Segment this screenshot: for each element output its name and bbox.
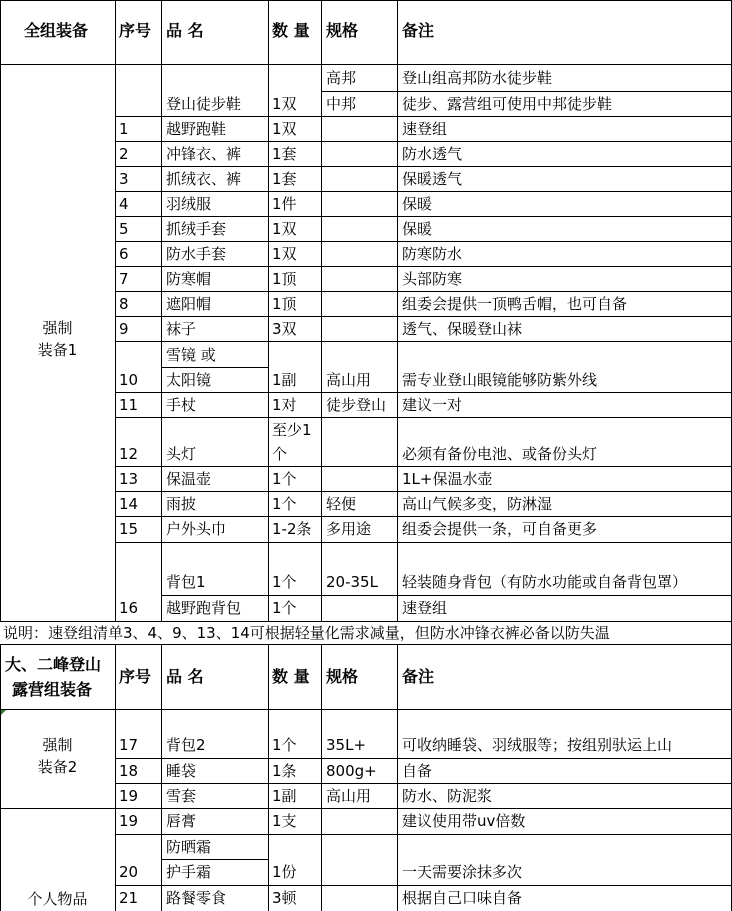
header-group: 全组装备: [24, 21, 89, 40]
boots-spec-high: 高邦: [326, 69, 357, 87]
row-note: 自备: [402, 762, 433, 780]
row-no: 21: [119, 889, 139, 907]
row-name-b: 护手霜: [166, 863, 212, 881]
row-spec: 多用途: [326, 520, 372, 538]
row-name: 羽绒服: [166, 195, 212, 213]
row-no: 3: [119, 170, 129, 188]
row-qty: 1个: [272, 573, 297, 591]
row-qty: 1双: [272, 120, 297, 138]
row-qty-b: 个: [272, 445, 288, 463]
row-note: 1L+保温水壶: [402, 470, 493, 488]
row-note: 可收纳睡袋、羽绒服等；按组别驮运上山: [402, 736, 673, 754]
header-group-line-1: 大、二峰登山: [5, 655, 102, 674]
row-qty: 3顿: [272, 889, 297, 907]
row-no: 13: [119, 470, 139, 488]
boots-name: 登山徒步鞋: [166, 95, 242, 113]
row-spec: 轻便: [326, 495, 357, 513]
row-qty: 1双: [272, 220, 297, 238]
row-qty: 1对: [272, 396, 297, 414]
boots-qty: 1双: [272, 95, 297, 113]
row-note: 高山气候多变，防淋湿: [402, 495, 553, 513]
row-qty: 1个: [272, 736, 297, 754]
row-qty: 1支: [272, 812, 297, 830]
row-name: 手杖: [166, 396, 197, 414]
header-note: 备注: [402, 21, 435, 40]
row-note: 透气、保暖登山袜: [402, 320, 523, 338]
row-note: 头部防寒: [402, 270, 463, 288]
row-qty: 3双: [272, 320, 297, 338]
row-no: 14: [119, 495, 139, 513]
row-note: 一天需要涂抹多次: [402, 863, 523, 881]
row-no: 15: [119, 520, 139, 538]
row-qty: 1件: [272, 195, 297, 213]
row-no: 9: [119, 320, 129, 338]
row-note: 组委会提供一顶鸭舌帽，也可自备: [402, 295, 628, 313]
row-no: 18: [119, 762, 139, 780]
note-line: 说明：速登组清单3、4、9、13、14可根据轻量化需求减量，但防水冲锋衣裤必备以防失温: [3, 624, 610, 642]
row-name: 头灯: [166, 445, 197, 463]
row-name: 睡袋: [166, 762, 197, 780]
header-qty: 数 量: [272, 667, 310, 686]
section-label-mandatory-2: 强制 装备2: [37, 736, 78, 776]
row-note: 速登组: [402, 120, 448, 138]
header-spec: 规格: [326, 667, 359, 686]
header-name: 品 名: [166, 21, 204, 40]
row-note: 需专业登山眼镜能够防紫外线: [402, 371, 598, 389]
row-no: 17: [119, 736, 139, 754]
header-spec: 规格: [326, 21, 359, 40]
row-note: 必须有备份电池、或备份头灯: [402, 445, 598, 463]
row-note: 防水、防泥浆: [402, 787, 493, 805]
row-note: 保暖: [402, 220, 433, 238]
row-note: 防水透气: [402, 145, 463, 163]
row-spec: 高山用: [326, 787, 372, 805]
row-no: 10: [119, 371, 139, 389]
row-name: 雨披: [166, 495, 197, 513]
row-no: 19: [119, 787, 139, 805]
row-qty: 1套: [272, 145, 297, 163]
row-name-b: 太阳镜: [166, 371, 212, 389]
row-spec: 徒步登山: [326, 396, 387, 414]
row-name: 抓绒手套: [166, 220, 227, 238]
row-name: 冲锋衣、裤: [166, 145, 242, 163]
row-qty: 1顶: [272, 295, 297, 313]
row-name: 越野跑鞋: [166, 120, 227, 138]
row-qty: 1双: [272, 245, 297, 263]
row-name: 雪套: [166, 787, 197, 805]
header-qty: 数 量: [272, 21, 310, 40]
row-spec: 20-35L: [326, 573, 378, 591]
header-no: 序号: [119, 21, 152, 40]
row-qty: 1份: [272, 863, 297, 881]
row-name: 袜子: [166, 320, 197, 338]
row-no: 20: [119, 863, 139, 881]
row-note: 建议使用带uv倍数: [402, 812, 526, 830]
row-name: 保温壶: [166, 470, 212, 488]
row-name: 抓绒衣、裤: [166, 170, 242, 188]
row-qty: 1个: [272, 470, 297, 488]
row-qty: 1个: [272, 599, 297, 617]
row-no: 11: [119, 396, 139, 414]
row-name: 户外头巾: [166, 520, 227, 538]
row-name-a: 雪镜 或: [166, 346, 216, 364]
section-label-mandatory-1: 强制 装备1: [37, 319, 78, 359]
row-note: 防寒防水: [402, 245, 463, 263]
row-no: 12: [119, 445, 139, 463]
row-qty: 1顶: [272, 270, 297, 288]
row-note: 速登组: [402, 599, 448, 617]
row-name: 背包1: [166, 573, 206, 591]
row-spec: 35L+: [326, 736, 367, 754]
row-name: 背包2: [166, 736, 206, 754]
row-note: 组委会提供一条，可自备更多: [402, 520, 598, 538]
row-note: 保暖: [402, 195, 433, 213]
header-name: 品 名: [166, 667, 204, 686]
row-name: 防寒帽: [166, 270, 212, 288]
row-qty: 1副: [272, 371, 297, 389]
row-note: 建议一对: [402, 396, 463, 414]
row-note: 根据自己口味自备: [402, 889, 523, 907]
row-spec: 高山用: [326, 371, 372, 389]
row-no: 6: [119, 245, 129, 263]
row-name: 路餐零食: [166, 889, 227, 907]
header-no: 序号: [119, 667, 152, 686]
row-no: 5: [119, 220, 129, 238]
row-no: 8: [119, 295, 129, 313]
row-name: 越野跑背包: [166, 599, 242, 617]
row-name: 遮阳帽: [166, 295, 212, 313]
row-qty: 1-2条: [272, 520, 312, 538]
section-label-personal: 个人物品: [27, 890, 88, 908]
row-no: 2: [119, 145, 129, 163]
row-name: 防水手套: [166, 245, 227, 263]
boots-spec-mid: 中邦: [326, 95, 357, 113]
row-name: 唇膏: [166, 812, 197, 830]
row-no: 7: [119, 270, 129, 288]
row-note: 轻装随身背包（有防水功能或自备背包罩）: [402, 573, 688, 591]
row-no: 4: [119, 195, 129, 213]
row-name-a: 防晒霜: [166, 838, 212, 856]
row-no: 19: [119, 812, 139, 830]
row-no: 1: [119, 120, 129, 138]
header-group-line-2: 露营组装备: [12, 680, 93, 699]
header-note: 备注: [402, 667, 435, 686]
boots-note-high: 登山组高邦防水徒步鞋: [402, 69, 553, 87]
row-spec: 800g+: [326, 762, 377, 780]
cell-corner-mark: [1, 710, 6, 715]
row-qty: 1条: [272, 762, 297, 780]
row-qty: 1副: [272, 787, 297, 805]
row-qty: 1个: [272, 495, 297, 513]
row-qty-a: 至少1: [272, 421, 312, 439]
row-note: 保暖透气: [402, 170, 463, 188]
boots-note-mid: 徒步、露营组可使用中邦徒步鞋: [402, 95, 613, 113]
row-qty: 1套: [272, 170, 297, 188]
row-no: 16: [119, 599, 139, 617]
